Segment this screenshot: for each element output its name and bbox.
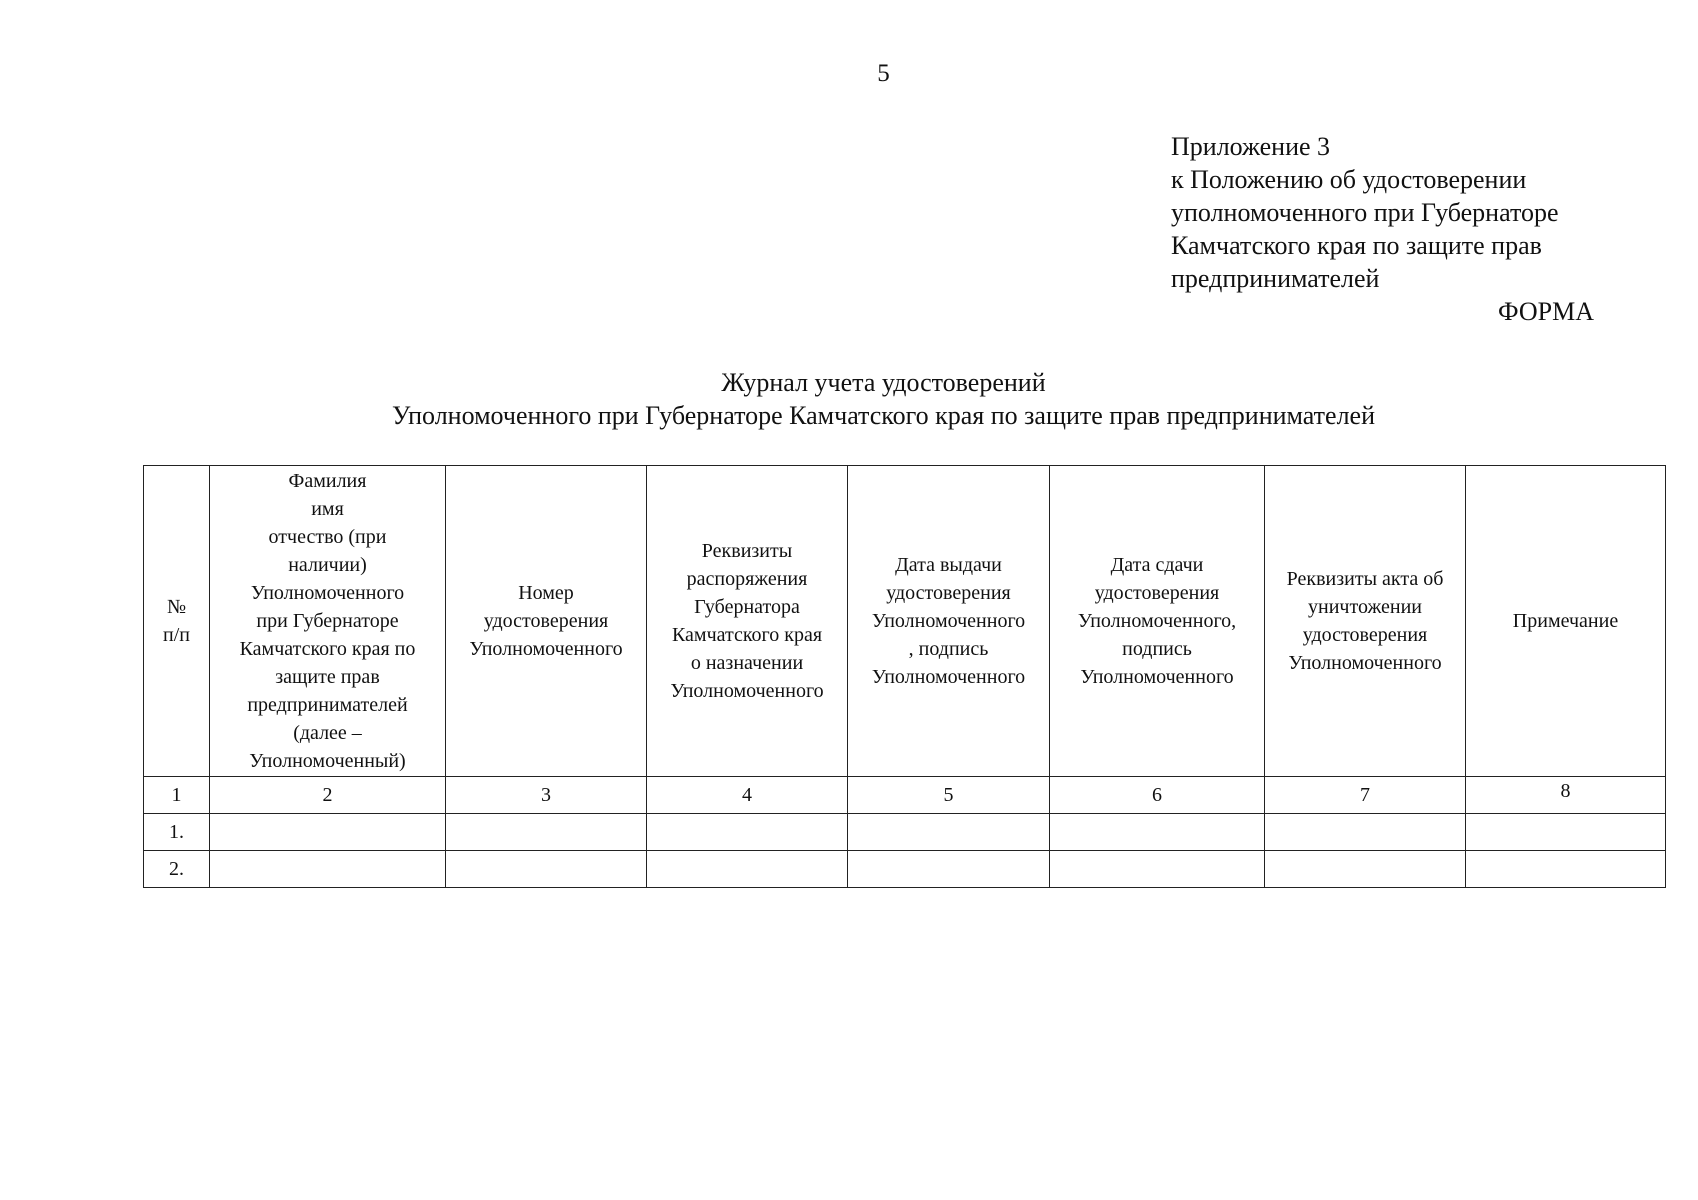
- header-text-line: имя: [311, 498, 344, 520]
- page-number: 5: [877, 60, 890, 87]
- header-text-line: удостоверения: [1094, 582, 1220, 604]
- header-text-line: Уполномоченного: [871, 610, 1026, 632]
- table-cell: [1050, 851, 1265, 888]
- header-text-line: Фамилия: [288, 470, 367, 492]
- appendix-line: Приложение 3: [1171, 132, 1331, 161]
- title-line-2: Уполномоченного при Губернаторе Камчатского края по защите прав предпринимателей: [392, 401, 1375, 430]
- table-cell: [1265, 814, 1466, 851]
- header-text-line: , подпись: [908, 638, 989, 660]
- table-cell: [848, 814, 1050, 851]
- header-cell-destruction-act: [1265, 466, 1466, 777]
- header-text-line: Уполномоченного: [670, 680, 824, 702]
- header-text-line: подпись: [1122, 638, 1192, 660]
- header-text-line: (далее –: [293, 722, 362, 744]
- header-text-line: Уполномоченного: [1288, 652, 1442, 674]
- header-text-line: удостоверения: [1302, 624, 1428, 646]
- header-text-line: п/п: [163, 624, 190, 646]
- column-number: 8: [1466, 777, 1666, 814]
- header-text-line: наличии): [288, 554, 367, 576]
- appendix-block: [1171, 130, 1641, 328]
- header-cell-issue-date: [848, 466, 1050, 777]
- table-cell: 2.: [144, 851, 210, 888]
- header-text-line: о назначении: [690, 652, 804, 674]
- table-cell: [848, 851, 1050, 888]
- column-number-row: [144, 777, 1666, 814]
- header-cell-order-details: [647, 466, 848, 777]
- header-text-line: Уполномоченного: [250, 582, 405, 604]
- header-cell-number: [144, 466, 210, 777]
- journal-table: [143, 465, 1666, 888]
- header-cell-full-name: [210, 466, 446, 777]
- header-text-line: Уполномоченного,: [1077, 610, 1237, 632]
- document-title: [0, 366, 1698, 432]
- header-cell-note: [1466, 466, 1666, 777]
- table-cell: [1466, 814, 1666, 851]
- header-text-line: удостоверения: [483, 610, 609, 632]
- table-cell: [647, 814, 848, 851]
- table-cell: [1050, 814, 1265, 851]
- column-number: 1: [144, 777, 210, 814]
- header-text-line: Реквизиты акта об: [1286, 568, 1444, 590]
- header-text-line: Реквизиты: [701, 540, 793, 562]
- header-text-line: Камчатского края: [671, 624, 823, 646]
- header-text-line: Примечание: [1512, 610, 1619, 632]
- appendix-line: предпринимателей: [1171, 264, 1380, 293]
- column-number: 2: [210, 777, 446, 814]
- header-cell-certificate-number: [446, 466, 647, 777]
- column-number: 3: [446, 777, 647, 814]
- header-text-line: Уполномоченного: [1080, 666, 1234, 688]
- column-number: 5: [848, 777, 1050, 814]
- header-row: [144, 466, 1666, 777]
- column-number: 6: [1050, 777, 1265, 814]
- header-text-line: Номер: [518, 582, 574, 604]
- header-text-line: Уполномоченного: [871, 666, 1026, 688]
- table-row: [144, 851, 1666, 888]
- header-text-line: при Губернаторе: [256, 610, 399, 632]
- column-number: 4: [647, 777, 848, 814]
- header-text-line: №: [166, 596, 187, 618]
- table-row: [144, 814, 1666, 851]
- appendix-line: уполномоченного при Губернаторе: [1171, 198, 1559, 227]
- appendix-line: к Положению об удостоверении: [1171, 165, 1527, 194]
- table-cell: [1466, 851, 1666, 888]
- appendix-line: Камчатского края по защите прав: [1171, 231, 1542, 260]
- header-text-line: Губернатора: [694, 596, 800, 618]
- header-text-line: Дата сдачи: [1110, 554, 1204, 576]
- header-text-line: Уполномоченный): [249, 750, 406, 772]
- column-number: 7: [1265, 777, 1466, 814]
- header-text-line: предпринимателей: [247, 694, 408, 716]
- form-label: ФОРМА: [1498, 297, 1594, 326]
- table-cell: 1.: [144, 814, 210, 851]
- header-text-line: отчество (при: [268, 526, 387, 548]
- header-text-line: Камчатского края по: [239, 638, 416, 660]
- table-cell: [1265, 851, 1466, 888]
- table-cell: [446, 814, 647, 851]
- header-text-line: уничтожении: [1308, 596, 1422, 618]
- table-cell: [210, 851, 446, 888]
- header-text-line: распоряжения: [686, 568, 808, 590]
- header-text-line: Уполномоченного: [469, 638, 623, 660]
- table-cell: [446, 851, 647, 888]
- title-line-1: Журнал учета удостоверений: [721, 368, 1046, 397]
- table-cell: [210, 814, 446, 851]
- table-cell: [647, 851, 848, 888]
- header-cell-return-date: [1050, 466, 1265, 777]
- header-text-line: удостоверения: [886, 582, 1011, 604]
- header-text-line: защите прав: [275, 666, 380, 688]
- header-text-line: Дата выдачи: [895, 554, 1002, 576]
